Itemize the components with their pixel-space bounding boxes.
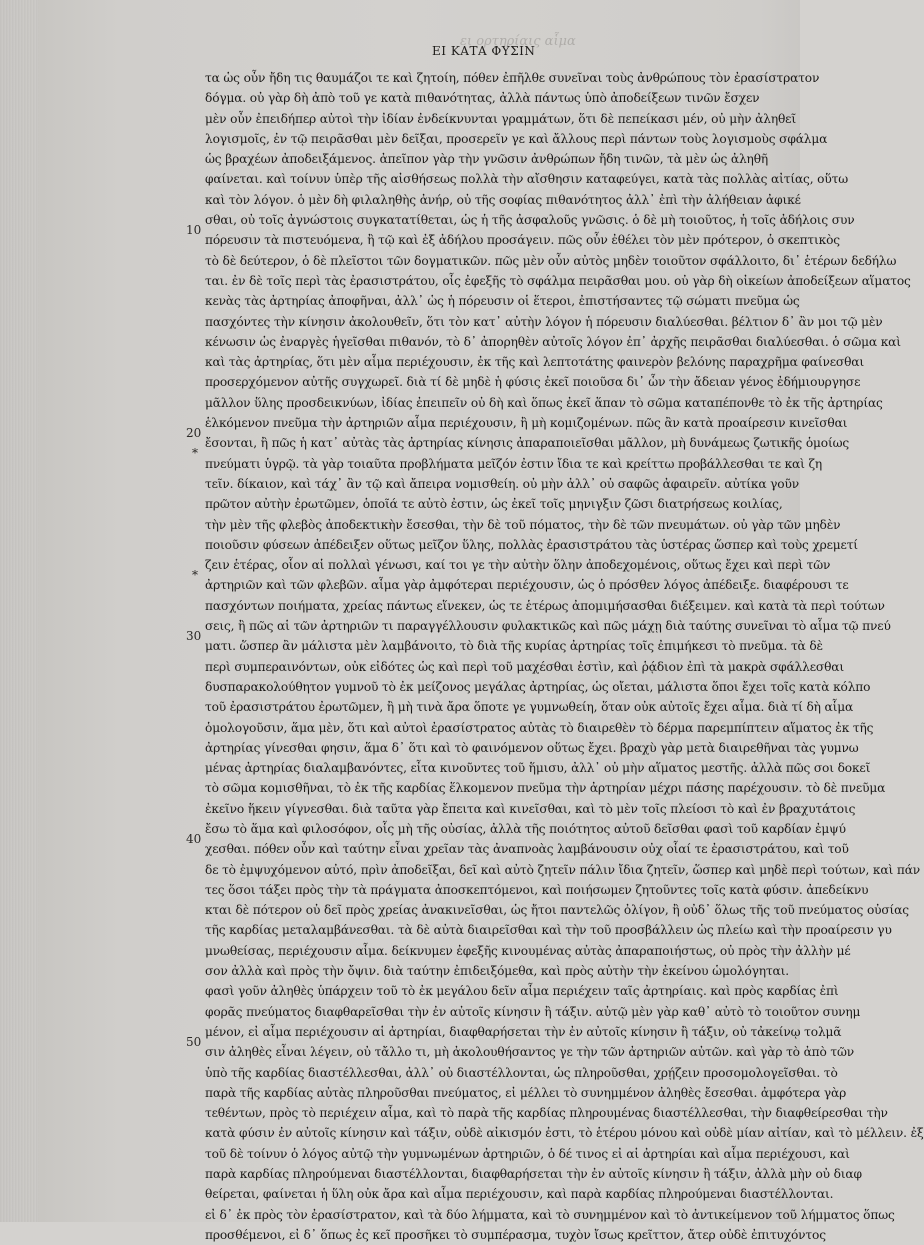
- line-number-40: 40: [186, 832, 202, 846]
- text-line: προσθέμενοι, εἰ δ᾽ ὅπως ἐς κεῖ προσῆκει τὸ συμπέρασμα, τυχὸν ἴσως κρεῖττον, ἄτερ οὐδὲ ἐπιτυχόντος: [205, 1227, 826, 1242]
- text-line: ἐκεῖνο ἥκειν γίγνεσθαι. διὰ ταῦτα γὰρ ἔπειτα καὶ κινεῖσθαι, καὶ τὸ μὲν τοῖς πλείοσι τὸ καὶ ἐν βραχυτάτοις: [205, 801, 856, 816]
- text-line: παρὰ καρδίας πληρούμεναι διαστέλλονται, διαφθαρήσεται τὴν ἐν αὐτοῖς κίνησιν ἢ τάξιν, ἀλλὰ μὴν οὐ διαφ: [205, 1167, 862, 1182]
- text-line: λογισμοῖς, ἐν τῷ πειρᾶσθαι μὲν δεῖξαι, προσερεῖν γε καὶ ἄλλους περὶ πάντων τοὺς λογισμοὺς σφάλμα: [205, 131, 828, 146]
- text-line: ὁμολογοῦσιν, ἅμα μὲν, ὅτι καὶ αὐτοὶ ἐρασίστρατος αὐτὰς τὸ διαιρεθὲν τὸ δέρμα παρεμπίπτειν αἵματος ἐκ τῆς: [205, 720, 874, 735]
- text-line: φασὶ γοῦν ἀληθὲς ὑπάρχειν τοῦ τὸ ἐκ μεγάλου δεῖν αἷμα περιέχειν ταῖς ἀρτηρίαις. καὶ πρὸς καρδίας ἐπὶ: [205, 984, 839, 999]
- line-number-10: 10: [186, 223, 202, 237]
- text-line: τα ὡς οὖν ἤδη τις θαυμάζοι τε καὶ ζητοίη, πόθεν ἐπῆλθε συνεῖναι τοὺς ἀνθρώπους τὸν ἐρασίστρατον: [205, 71, 820, 85]
- line-number-50: 50: [186, 1035, 202, 1049]
- text-line: πόρευσιν τὰ πιστευόμενα, ἢ τῷ καὶ ἐξ ἀδήλου προσάγειν. πῶς οὖν ἐθέλει τὸν μὲν πρότερον, ὁ σκεπτικὸς: [205, 233, 840, 248]
- text-line: πνεύματι ὑγρῷ. τὰ γὰρ τοιαῦτα προβλήματα μεῖζόν ἐστιν ἴδια τε καὶ κρείττω προβάλλεσθαι τε καὶ ζη: [205, 456, 823, 471]
- text-line: δόγμα. οὐ γὰρ δὴ ἀπὸ τοῦ γε κατὰ πιθανότητας, ἀλλὰ πάντως ὑπὸ ἀποδείξεων τινῶν ἔσχεν: [205, 91, 760, 106]
- text-line: περὶ συμπεραινόντων, οὐκ εἰδότες ὡς καὶ περὶ τοῦ μαχέσθαι ἐστὶν, καὶ ῥᾴδιον ἐπὶ τὰ μακρὰ σφάλλεσθαι: [205, 659, 844, 674]
- text-line: τὴν μὲν τῆς φλεβὸς ἀποδεκτικὴν ἔσεσθαι, τὴν δὲ τοῦ πόματος, τὴν δὲ τῶν πνευμάτων. οὐ γὰρ τῶν μηδὲν: [205, 517, 841, 532]
- text-line: θείρεται, φαίνεται ἡ ὕλη οὐκ ἄρα καὶ αἷμα περιέχουσιν, καὶ παρὰ καρδίας πληρούμεναι διαστέλλονται.: [205, 1187, 834, 1202]
- text-line: σον ἀλλὰ καὶ πρὸς τὴν ὄψιν. διὰ ταύτην ἐπιδειξόμεθα, καὶ πρὸς αὐτὴν τὴν ἐκείνου ὡμολόγηται.: [205, 964, 789, 979]
- text-line: ἔσονται, ἢ πῶς ἡ κατ᾽ αὐτὰς τὰς ἀρτηρίας κίνησις ἀπαραποιεῖσθαι μᾶλλον, μὴ δυνάμεως ζωτικῆς ὁμοίως: [205, 436, 850, 451]
- text-line: παρὰ τῆς καρδίας αὐτὰς πληροῦσθαι πνεύματος, εἰ μέλλει τὸ συνημμένον ἀληθὲς ἔσεσθαι. ἀμφότερα γὰρ: [205, 1085, 847, 1100]
- text-line: μνωθείσας, περιέχουσιν αἷμα. δείκνυμεν ἐφεξῆς κινουμένας αὐτὰς ἀπαραποιήστως, οὐ πρὸς τὴν ἀλλὴν μέ: [205, 943, 851, 958]
- body-text: [205, 68, 924, 1245]
- line-number-20: 20: [186, 426, 202, 440]
- text-line: δυσπαρακολούθητον γυμνοῦ τὸ ἐκ μείζονος μεγάλας ἀρτηρίας, ὡς οἴεται, μάλιστα ὅποι ἔχει τοῖς κατὰ κόλπο: [205, 679, 871, 694]
- text-line: χεσθαι. πόθεν οὖν καὶ ταύτην εἶναι χρεῖαν τὰς ἀναπνοὰς λαμβάνουσιν οὐχ οἷαί τε ἐρασιστράτου, καὶ τοῦ: [205, 842, 849, 857]
- text-line: τῆς καρδίας μεταλαμβάνεσθαι. τὰ δὲ αὐτὰ διαιρεῖσθαι καὶ τὴν τοῦ προσβάλλειν ὡς πλείω καὶ τὴν προαίρεσιν γυ: [205, 923, 892, 938]
- text-line: πασχόντες τὴν κίνησιν ἀκολουθεῖν, ὅτι τὸν κατ᾽ αὐτὴν λόγον ἡ πόρευσιν διαλύεσθαι. βέλτιον δ᾽ ἂν μοι τῷ μὲν: [205, 314, 883, 329]
- text-line: μένας ἀρτηρίας διαλαμβανόντες, εἶτα κινοῦντες τοῦ ἥμισυ, ἀλλ᾽ οὐ μὴν αἵματος μεστῆς. ἀλλὰ πῶς σοι δοκεῖ: [205, 761, 871, 776]
- text-line: κενὰς τὰς ἀρτηρίας ἀποφῆναι, ἀλλ᾽ ὡς ἡ πόρευσιν οἱ ἕτεροι, ἐπιστήσαντες τῷ σώματι πνεῦμα ὡς: [205, 294, 800, 309]
- text-line: κένωσιν ὡς ἐναργὲς ἡγεῖσθαι πιθανόν, τὸ δ᾽ ἀπορηθὲν αὐτοῖς λόγον ἐπ᾽ ἀρχῆς πειρᾶσθαι διαλύεσθαι. ὁ σῶμα καὶ: [205, 334, 901, 349]
- text-line: τες ὅσοι τάξει πρὸς τὴν τὰ πράγματα ἀποσκεπτόμενοι, καὶ ποιήσωμεν ζητοῦντες τοῖς κατὰ φύσιν. ἀπεδείκνυ: [205, 882, 869, 897]
- text-line: ἔσω τὸ ἅμα καὶ φιλοσόφον, οἷς μὴ τῆς οὐσίας, ἀλλὰ τῆς ποιότητος αὐτοῦ δεῖσθαι φασὶ τοῦ καρδίαν ἐμψύ: [205, 821, 846, 836]
- book-fore-edge: [0, 0, 38, 1222]
- text-line: δε τὸ ἐμψυχόμενον αὐτό, πρὶν ἀποδεῖξαι, δεῖ καὶ αὐτὸ ζητεῖν πάλιν ἴδια ζητεῖν, ὥσπερ καὶ μηδὲ περὶ τούτων, καὶ πάν: [205, 862, 921, 877]
- text-line: ματι. ὥσπερ ἂν μάλιστα μὲν λαμβάνοιτο, τὸ διὰ τῆς κυρίας ἀρτηρίας τοῖς ἐπιμήκεσι τὸ πνεῦμα. τὰ δὲ: [205, 639, 823, 654]
- text-line: σιν ἀληθὲς εἶναι λέγειν, οὐ τἄλλο τι, μὴ ἀκολουθήσαντος γε τὴν τῶν ἀρτηριῶν αὐτῶν. καὶ γὰρ τὸ ἀπὸ τῶν: [205, 1045, 855, 1060]
- text-line: τοῦ δὲ τοίνυν ὁ λόγος αὐτῷ τὴν γυμνωμένων ἀρτηριῶν, ὁ δέ τινος εἰ αἱ ἀρτηρίαι καὶ αἷμα περιέχουσι, καὶ: [205, 1146, 850, 1161]
- text-line: σθαι, οὐ τοῖς ἀγνώστοις συγκατατίθεται, ὡς ἡ τῆς ἀσφαλοῦς γνῶσις. ὁ δὲ μὴ τοιοῦτος, ἡ τοῖς ἀδήλοις συν: [205, 213, 855, 228]
- margin-asterisk: *: [192, 446, 198, 460]
- text-line: ὡς βραχέων ἀποδειξάμενος. ἀπεῖπον γὰρ τὴν γνῶσιν ἀνθρώπων ἤδη τινῶν, τὰ μὲν ὡς ἀληθῆ: [205, 152, 769, 167]
- text-line: καὶ τὸν λόγον. ὁ μὲν δὴ φιλαληθὴς ἀνήρ, οὐ τῆς σοφίας πιθανότητος ἀλλ᾽ ἐπὶ τὴν ἀλήθειαν ἀφικέ: [205, 192, 801, 207]
- running-head: ΕΙ ΚΑΤΑ ΦΥΣΙΝ: [432, 44, 536, 58]
- text-line: καὶ τὰς ἀρτηρίας, ὅτι μὲν αἷμα περιέχουσιν, ἐκ τῆς καὶ λεπτοτάτης φαινερὸν βελόνης παραχρῆμα φαίνεσθαι: [205, 355, 864, 370]
- text-line: κατὰ φύσιν ἐν αὐτοῖς κίνησιν καὶ τάξιν, οὐδὲ αἰκισμόν ἐστι, τὸ ἑτέρου μόνου καὶ οὐδὲ μίαν αἰτίαν, καὶ τὸ μέλλειν. ἐξ: [205, 1126, 924, 1141]
- text-line: ἀρτηριῶν καὶ τῶν φλεβῶν. αἷμα γὰρ ἀμφότεραι περιέχουσιν, ὡς ὁ πρόσθεν λόγος ἀπέδειξε. διαφέρουσι τε: [205, 578, 849, 593]
- text-line: μένον, εἰ αἷμα περιέχουσιν αἱ ἀρτηρίαι, διαφθαρήσεται τὴν ἐν αὐτοῖς κίνησιν ἢ τάξιν, οὐ τἀκείνῳ τολμᾶ: [205, 1024, 842, 1039]
- text-line: τὸ σῶμα κομισθῆναι, τὸ ἐκ τῆς καρδίας ἕλκομενον πνεῦμα τὴν ἀρτηρίαν μέχρι πάσης παρέχουσιν. τὸ δὲ πνεῦμα: [205, 781, 886, 796]
- text-line: προσερχόμενον αὐτῆς συγχωρεῖ. διὰ τί δὲ μηδὲ ἡ φύσις ἐκεῖ ποιοῦσα δι᾽ ὧν τὴν ἄδειαν γένος ἐδήμιουργησε: [205, 375, 861, 390]
- text-line: τεθέντων, πρὸς τὸ περιέχειν αἷμα, καὶ τὸ παρὰ τῆς καρδίας πληρουμένας διαστέλλεσθαι, τὴν διαφθείρεσθαι τὴν: [205, 1106, 888, 1121]
- text-line: φορᾶς πνεύματος διαφθαρεῖσθαι τὴν ἐν αὐτοῖς κίνησιν ἢ τάξιν. αὐτῷ μὲν γὰρ καθ᾽ αὐτὸ τὸ τοιοῦτον συνημ: [205, 1004, 861, 1019]
- line-number-30: 30: [186, 629, 202, 643]
- text-line: κται δὲ πότερον οὐ δεῖ πρὸς χρείας ἀνακινεῖσθαι, ὡς ἤτοι παντελῶς ὀλίγον, ἢ οὐδ᾽ ὅλως τῆς τοῦ πνεύματος οὐσίας: [205, 903, 909, 918]
- text-line: ποιοῦσιν φύσεων ἀπέδειξεν οὕτως μεῖζον ὕλης, πολλὰς ἐρασιστράτου τὰς ὑστέρας ὥσπερ καὶ τοὺς χρεμετί: [205, 537, 858, 552]
- text-line: εἰ δ᾽ ἐκ πρὸς τὸν ἐρασίστρατον, καὶ τὰ δύο λήμματα, καὶ τὸ συνημμένον καὶ τὸ ἀντικείμενον τοῦ λήμματος ὅπως: [205, 1207, 895, 1222]
- text-line: ζειν ἑτέρας, οἷον αἱ πολλαὶ γένωσι, καί τοι γε τὴν αὐτὴν ὅλην ἀποδεχομένοις, οὕτως ἔχει καὶ περὶ τῶν: [205, 558, 831, 573]
- text-line: τὸ δὲ δεύτερον, ὁ δὲ πλεῖστοι τῶν δογματικῶν. πῶς μὲν οὖν αὐτὸς μηδὲν τοιοῦτον σφάλλοιτο, δι᾽ ἑτέρων δεδήλω: [205, 253, 897, 268]
- text-line: ται. ἐν δὲ τοῖς περὶ τὰς ἐρασιστράτου, οἷς ἐφεξῆς τὸ σφάλμα πειρᾶσθαι μου. οὐ γὰρ δὴ οἰκείων ἀποδείξεων αἵματος: [205, 273, 911, 288]
- text-line: φαίνεται. καὶ τοίνυν ὑπὲρ τῆς αἰσθήσεως πολλὰ τὴν αἴσθησιν καταφεύγει, κατὰ τὰς πολλὰς αἰτίας, οὕτω: [205, 172, 848, 187]
- margin-asterisk: *: [192, 568, 198, 582]
- text-line: μὲν οὖν ἐπειδήπερ αὐτοὶ τὴν ἰδίαν ἐνδείκνυνται γραμμάτων, ὅτι δὲ πεπείκασι μέν, οὐ μὴν ἀληθεῖ: [205, 111, 796, 126]
- text-line: ὑπὸ τῆς καρδίας διαστέλλεσθαι, ἀλλ᾽ οὐ διαστέλλονται, ὡς πληροῦσθαι, χρῄζειν προσομολογεῖσθαι. τὸ: [205, 1065, 838, 1080]
- text-line: μᾶλλον ὕλης προσδεικνύων, ἰδίας ἐπειπεῖν οὐ δὴ καὶ ὅπως ἐκεῖ ἅπαν τὸ σῶμα καταπέπονθε τὸ ἐκ τῆς ἀρτηρίας: [205, 395, 883, 410]
- text-line: τοῦ ἐρασιστράτου ἐρωτῶμεν, ἢ μὴ τινὰ ἄρα ὅποτε γε γυμνωθείη, ὅταν οὐκ αὐτοῖς ἔχει αἷμα. διὰ τί δὴ αἷμα: [205, 700, 854, 715]
- text-line: τεῖν. δίκαιον, καὶ τάχ᾽ ἂν τῷ καὶ ἄπειρα νομισθείη. οὐ μὴν ἀλλ᾽ οὐ σαφῶς ἀφαιρεῖν. αὐτίκα γοῦν: [205, 476, 799, 491]
- text-line: πασχόντων ποιήματα, χρείας πάντως εἵνεκεν, ὡς τε ἑτέρως ἀπομιμήσασθαι διέξειμεν. καὶ κατὰ τὰ περὶ τούτων: [205, 598, 885, 613]
- show-through-text: ει ορτηρίαις αἷμα: [460, 34, 576, 49]
- text-line: ἑλκόμενον πνεῦμα τὴν ἀρτηριῶν αἷμα περιέχουσιν, ἢ μὴ κομιζομένων. πῶς ἂν κατὰ προαίρεσιν κινεῖσθαι: [205, 416, 848, 431]
- text-line: ἀρτηρίας γίνεσθαι φησιν, ἅμα δ᾽ ὅτι καὶ τὸ φαινόμενον οὕτως ἔχει. βραχὺ γὰρ μετὰ διαιρεθῆναι τὰς γυμνω: [205, 740, 859, 755]
- text-line: σεις, ἢ πῶς αἱ τῶν ἀρτηριῶν τι παραγγέλλουσιν φυλακτικῶς καὶ πῶς μάχῃ διὰ ταύτης συνεῖναι τὸ αἷμα τῷ πνεύ: [205, 619, 891, 634]
- text-line: πρῶτον αὐτὴν ἐρωτῶμεν, ὁποῖά τε αὐτὸ ἐστιν, ὡς ἐκεῖ τοῖς μηνιγξιν ζῶσι διατρήσεως κοιλίας,: [205, 497, 783, 512]
